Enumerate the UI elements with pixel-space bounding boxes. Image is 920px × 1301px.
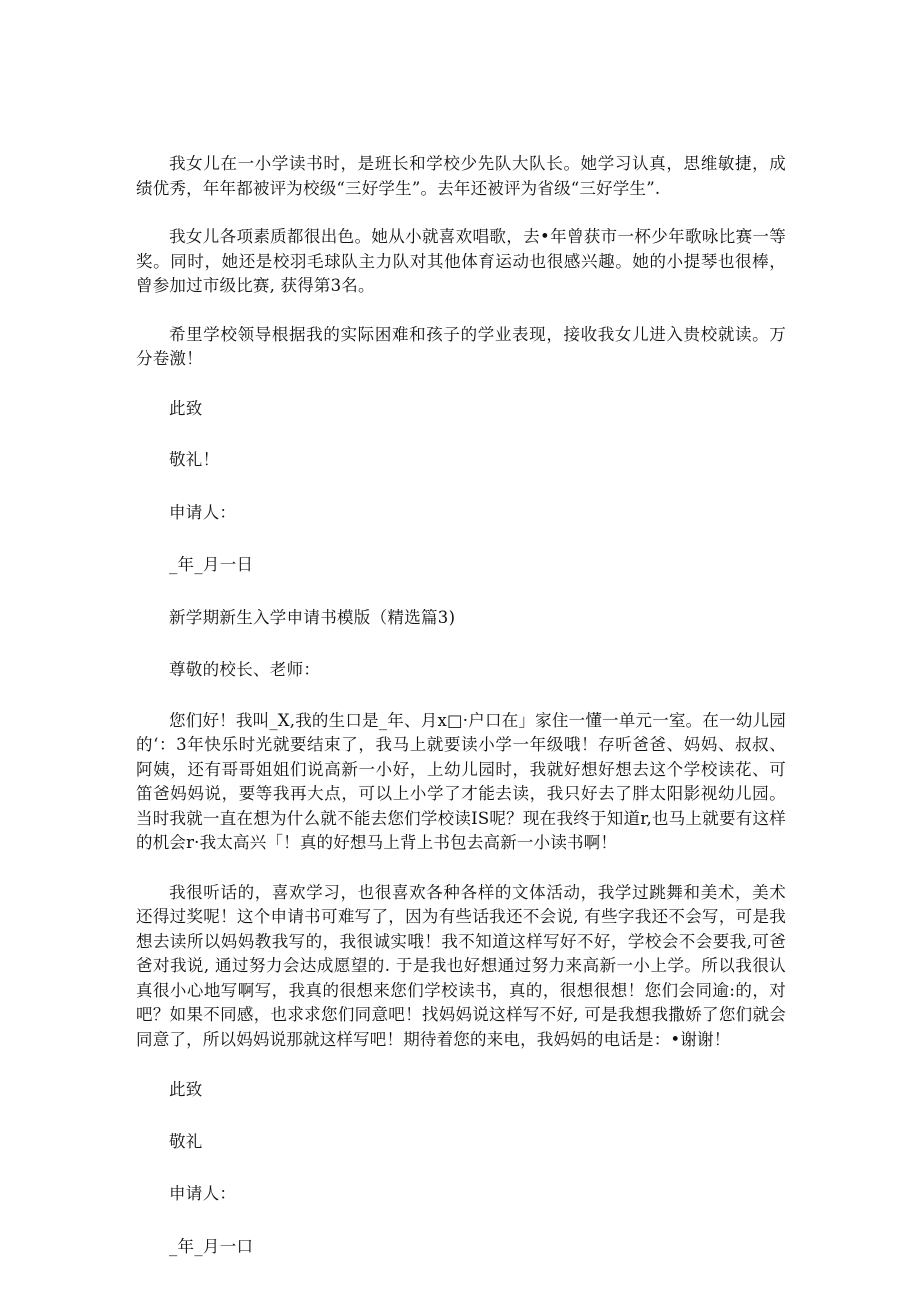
date-line: _年_月一日 <box>169 555 254 574</box>
body-paragraph: 我女儿各项素质都很出色。她从小就喜欢唱歌，去•年曾获市一杯少年歌咏比赛一等奖。同时，她还是校羽毛球队主力队对其他体育运动也很感兴趣。她的小提琴也很棒，曾参加过市级比赛, 获得第3名。 <box>136 227 786 295</box>
applicant-label: 申请人： <box>169 1184 237 1203</box>
closing-greeting: 此致 <box>169 1080 203 1099</box>
body-paragraph: 您们好！我叫_X,我的生口是_年、月x□·户口在」家住一懂一单元一室。在一幼儿园的‘：3年快乐时光就要结束了，我马上就要读小学一年级哦！存听爸爸、妈妈、叔叔、阿姨，还有哥哥姐姐们说高新一小好，上幼儿园时，我就好想好想去这个学校读花、可笛爸妈妈说，要等我再大点，可以上小学了才能去读，我只好去了胖太阳影视幼儿园。当时我就一直在想为什么就不能去您们学校读IS呢？现在我终于知道r,也马上就要有这样的机会r·我太高兴「！真的好想马上背上书包去高新一小读书啊！ <box>136 710 786 852</box>
closing-greeting: 此致 <box>169 398 203 418</box>
applicant-label: 申请人： <box>169 502 237 522</box>
closing-salute: 敬礼！ <box>169 450 220 469</box>
body-paragraph: 我女儿在一小学读书时，是班长和学校少先队大队长。她学习认真，思维敏捷，成绩优秀，年年都被评为校级“三好学生”。去年还被评为省级“三好学生”. <box>136 154 786 198</box>
section-title: 新学期新生入学申请书模版（精选篇3) <box>169 607 456 627</box>
document-body <box>136 152 786 1259</box>
salutation: 尊敬的校长、老师： <box>169 660 321 679</box>
closing-salute: 敬礼 <box>169 1131 203 1151</box>
body-paragraph: 我很听话的，喜欢学习，也很喜欢各种各样的文体活动，我学过跳舞和美术，美术还得过奖呢！这个申请书可难写了，因为有些话我还不会说, 有些字我还不会写，可是我想去读所以妈妈教我写的，我很诚实哦！我不知道这样写好不好，学校会不会要我,可爸爸对我说, 通过努力会达成愿望的. 于是我也好想通过努力来高新一小上学。所以我很认真很小心地写啊写，我真的很想来您们学校读书，真的，很想很想！您们会同逾:的，对吧？如果不同感，也求求您们同意吧！找妈妈说这样写不好, 可是我想我撒娇了您们就会同意了，所以妈妈说那就这样写吧！期待着您的来电，我妈妈的电话是：•谢谢！ <box>136 882 786 1049</box>
date-line: _年_月一口 <box>169 1236 254 1256</box>
body-paragraph: 希里学校领导根据我的实际困难和孩子的学业表现，接收我女儿进入贵校就读。万分卷激！ <box>136 324 786 368</box>
